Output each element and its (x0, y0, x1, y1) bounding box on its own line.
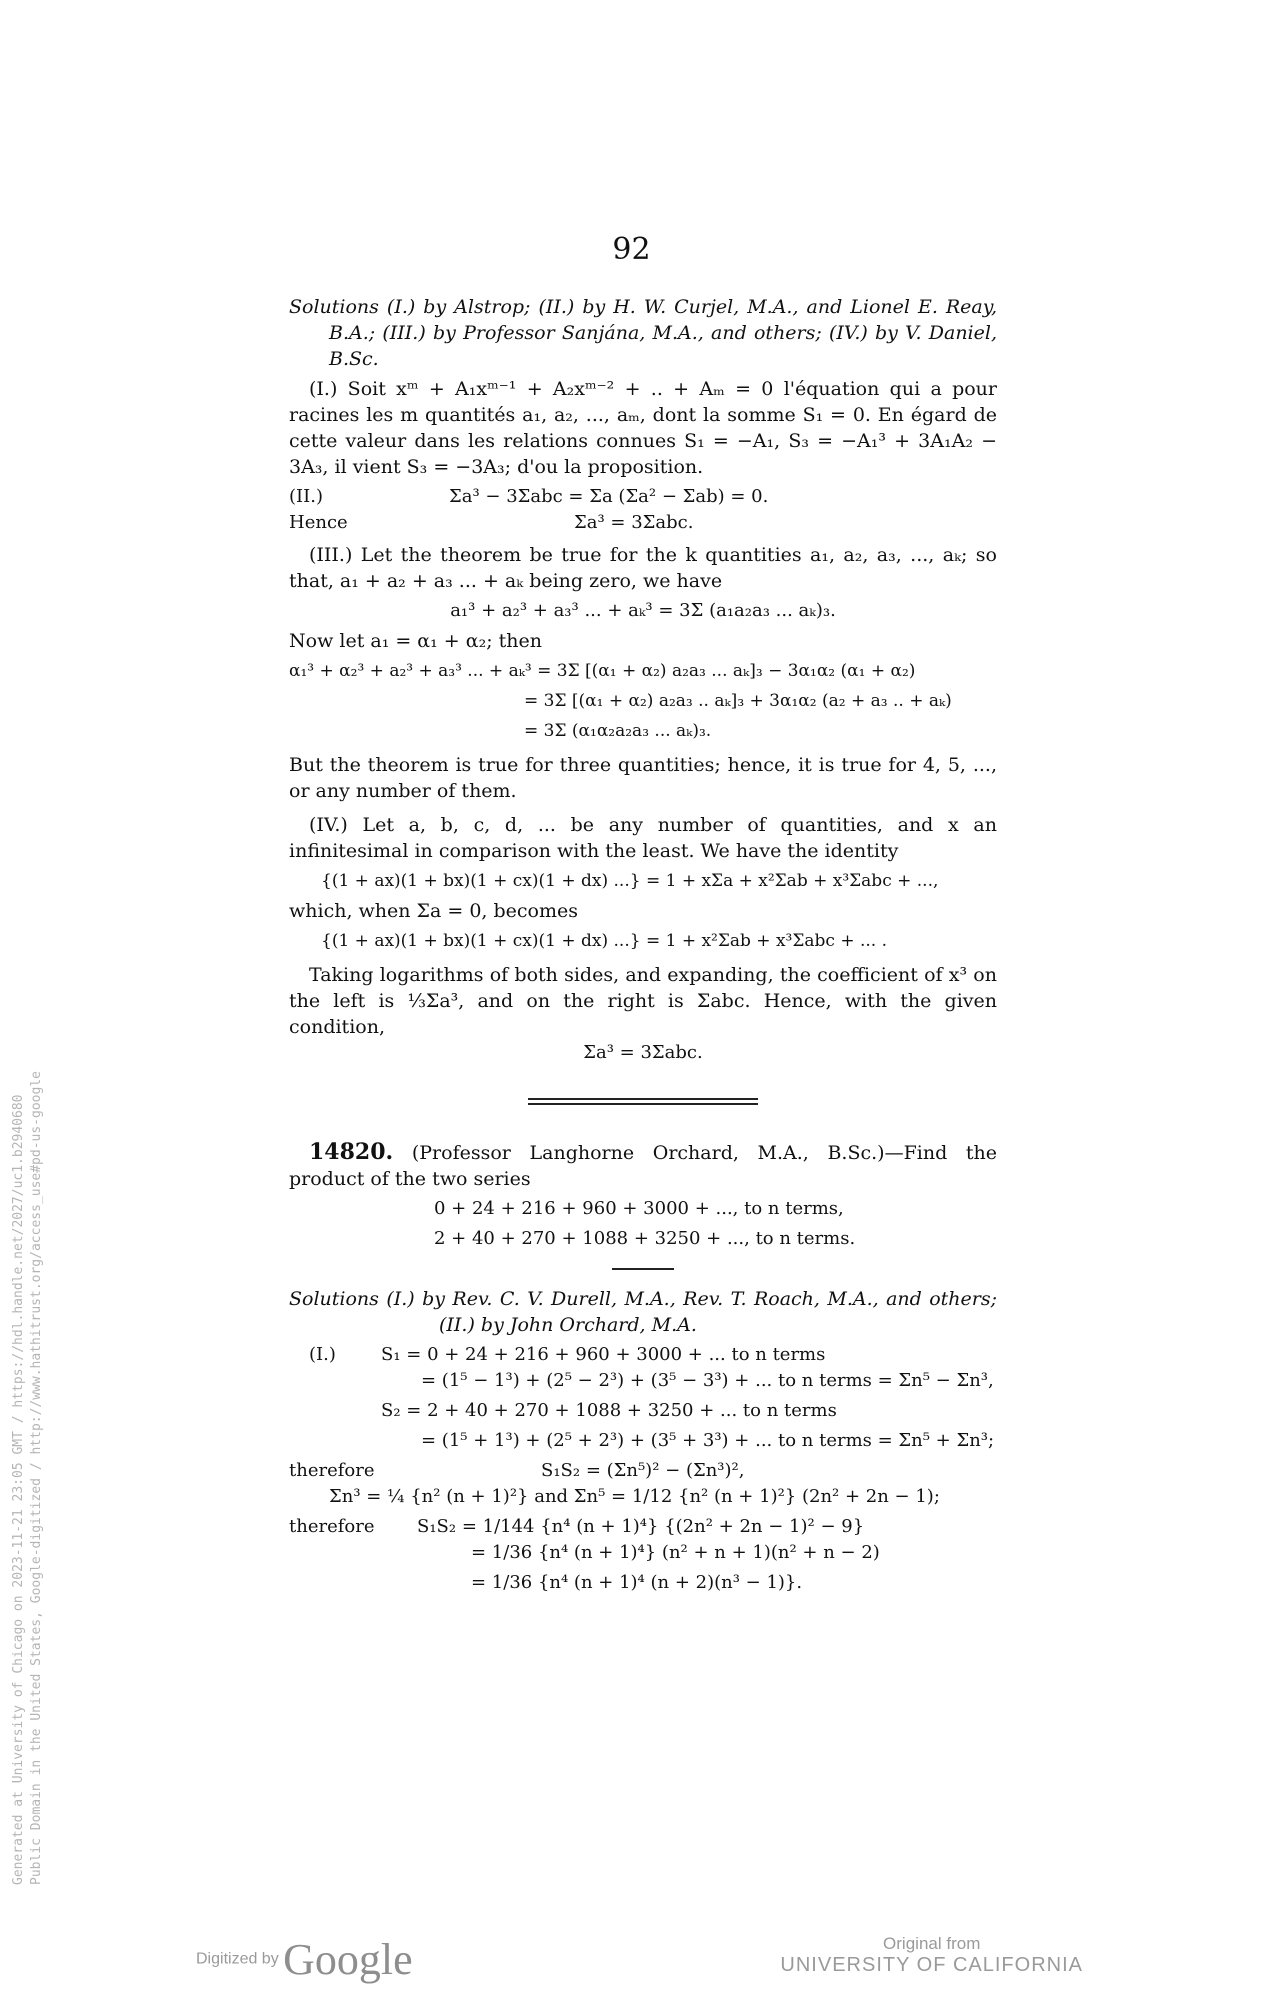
part-3-text: (III.) Let the theorem be true for the k quantities a₁, a₂, a₃, ..., aₖ; so that, a₁ + a₂ + a₃ ... + aₖ being zero, we have (289, 544, 997, 592)
side-watermark-line-1: Generated at University of Chicago on 2023-11-21 23:05 GMT / https://hdl.handle.net/2027/uc1.b2940680 (11, 1094, 26, 1885)
part-4-eq1: {(1 + ax)(1 + bx)(1 + cx)(1 + dx) ...} = 1 + xΣa + x²Σab + x³Σabc + ..., (321, 871, 939, 891)
sol-line-8: = 1/36 {n⁴ (n + 1)⁴} (n² + n + 1)(n² + n − 2) (471, 1542, 880, 1563)
original-from-label: Original from (883, 1934, 981, 1953)
sol-line-5-label: therefore (289, 1460, 375, 1481)
original-from (780, 1934, 1083, 1977)
side-watermark (10, 875, 50, 1885)
digitized-by-logo (196, 1934, 413, 1985)
part-3-eq3: = 3Σ [(α₁ + α₂) a₂a₃ .. aₖ]₃ + 3α₁α₂ (a₂ + a₃ .. + aₖ) (524, 691, 952, 711)
problem-series-2: 2 + 40 + 270 + 1088 + 3250 + ..., to n terms. (434, 1228, 856, 1249)
part-3-conclusion: But the theorem is true for three quantities; hence, it is true for 4, 5, ..., or any number of them. (289, 754, 997, 802)
section-divider (528, 1098, 758, 1105)
page-number: 92 (612, 232, 651, 267)
sol-line-1-label: (I.) (309, 1344, 336, 1365)
part-2-eq2: Σa³ = 3Σabc. (574, 512, 694, 533)
university-label: UNIVERSITY OF CALIFORNIA (780, 1954, 1083, 1976)
part-3-eq1: a₁³ + a₂³ + a₃³ ... + aₖ³ = 3Σ (a₁a₂a₃ ... aₖ)₃. (450, 600, 836, 621)
part-3-eq2: α₁³ + α₂³ + a₂³ + a₃³ ... + aₖ³ = 3Σ [(α₁ + α₂) a₂a₃ ... aₖ]₃ − 3α₁α₂ (α₁ + α₂) (289, 661, 916, 681)
problem-number: 14820. (309, 1139, 394, 1165)
side-watermark-line-2: Public Domain in the United States, Google-digitized / http://www.hathitrust.org/access_use#pd-us-google (29, 1071, 44, 1885)
sol-line-9: = 1/36 {n⁴ (n + 1)⁴ (n + 2)(n³ − 1)}. (471, 1572, 803, 1593)
google-wordmark: Google (283, 1935, 413, 1984)
digitized-by-label: Digitized by (196, 1950, 279, 1968)
sol-line-7-label: therefore (289, 1516, 375, 1537)
part-3-now-let: Now let a₁ = α₁ + α₂; then (289, 630, 542, 652)
part-2-eq1: Σa³ − 3Σabc = Σa (Σa² − Σab) = 0. (449, 486, 769, 507)
part-4-which: which, when Σa = 0, becomes (289, 900, 578, 922)
part-3-eq4: = 3Σ (α₁α₂a₂a₃ ... aₖ)₃. (524, 721, 712, 741)
page-content (289, 294, 997, 1600)
part-4-result: Σa³ = 3Σabc. (583, 1042, 703, 1063)
problem-statement (289, 1139, 997, 1192)
sol-line-5-row (289, 1458, 997, 1484)
short-divider (612, 1268, 674, 1270)
sol-line-7-row (289, 1514, 997, 1540)
sol-line-1: S₁ = 0 + 24 + 216 + 960 + 3000 + ... to n terms (381, 1344, 826, 1365)
problem-series-1: 0 + 24 + 216 + 960 + 3000 + ..., to n terms, (434, 1198, 844, 1219)
sol-line-5: S₁S₂ = (Σn⁵)² − (Σn³)², (541, 1460, 745, 1481)
sol-line-1-row (289, 1342, 997, 1368)
part-2-hence: Hence (289, 512, 348, 533)
part-4-taking: Taking logarithms of both sides, and expanding, the coefficient of x³ on the left is ⅓Σa³, and on the right is Σabc. Hence, with the given condition, (289, 964, 997, 1038)
part-2-eq2-row (289, 510, 997, 536)
part-2-eq1-row (289, 484, 997, 510)
sol-line-3: S₂ = 2 + 40 + 270 + 1088 + 3250 + ... to n terms (381, 1400, 837, 1421)
part-4-eq2: {(1 + ax)(1 + bx)(1 + cx)(1 + dx) ...} = 1 + x²Σab + x³Σabc + ... . (321, 931, 887, 951)
solutions-header: Solutions (I.) by Alstrop; (II.) by H. W. Curjel, M.A., and Lionel E. Reay, B.A.; (III.) by Professor Sanjána, M.A., and others; (IV.) by V. Daniel, B.Sc. (289, 296, 997, 370)
sol-line-2: = (1⁵ − 1³) + (2⁵ − 2³) + (3⁵ − 3³) + ... to n terms = Σn⁵ − Σn³, (421, 1370, 994, 1391)
part-4-text: (IV.) Let a, b, c, d, ... be any number of quantities, and x an infinitesimal in comparison with the least. We have the identity (289, 814, 997, 862)
solutions-2-header: Solutions (I.) by Rev. C. V. Durell, M.A., Rev. T. Roach, M.A., and others; (II.) by John Orchard, M.A. (289, 1288, 997, 1336)
part-1-text: (I.) Soit xᵐ + A₁xᵐ⁻¹ + A₂xᵐ⁻² + .. + Aₘ = 0 l'équation qui a pour racines les m quantités a₁, a₂, ..., aₘ, dont la somme S₁ = 0. En égard de cette valeur dans les relations connues S₁ = −A₁, S₃ = −A₁³ + 3A₁A₂ − 3A₃, il vient S₃ = −3A₃; d'ou la proposition. (289, 378, 997, 478)
sol-line-6: Σn³ = ¼ {n² (n + 1)²} and Σn⁵ = 1/12 {n² (n + 1)²} (2n² + 2n − 1); (329, 1486, 940, 1507)
problem-text: (Professor Langhorne Orchard, M.A., B.Sc.)—Find the product of the two series (289, 1142, 997, 1190)
part-2-label: (II.) (289, 486, 323, 507)
sol-line-4: = (1⁵ + 1³) + (2⁵ + 2³) + (3⁵ + 3³) + ... to n terms = Σn⁵ + Σn³; (421, 1430, 995, 1451)
sol-line-7: S₁S₂ = 1/144 {n⁴ (n + 1)⁴} {(2n² + 2n − 1)² − 9} (417, 1516, 865, 1537)
